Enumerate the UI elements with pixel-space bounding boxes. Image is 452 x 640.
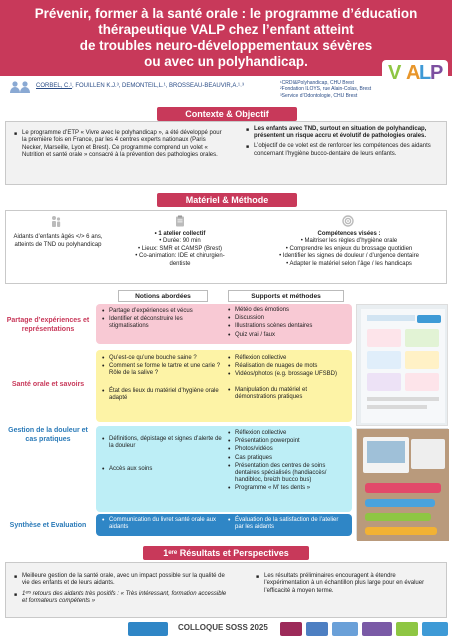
colloque-label: COLLOQUE SOSS 2025	[178, 623, 268, 632]
section-heading-material: Matériel & Méthode	[157, 193, 297, 207]
logo-letter-l: L	[419, 62, 432, 84]
result-perspective: ■ Les résultats préliminaires encouragent à étendre l’expérimentation à un échantillon plus large pour en évaluer l’efficacité à moyen terme.	[256, 573, 442, 595]
atelier-duration: • Durée: 90 min	[159, 238, 201, 245]
competence-4: • Adapter le matériel selon l’âge / les handicaps	[286, 260, 412, 267]
logo-letter-v: V	[388, 62, 402, 84]
row2-supports	[228, 355, 348, 402]
row2-support-2: • Réalisation de nuages de mots	[228, 363, 348, 370]
row3-notion-1: • Définitions, dépistage et signes d’alerte de la douleur	[102, 436, 224, 450]
title-line-4: ou avec un polyhandicap.	[144, 54, 308, 69]
row3-support-3: • Photos/vidéos	[228, 446, 348, 453]
column-head-notions: Notions abordées	[118, 290, 208, 302]
row2-notion-1: • Qu’est-ce qu’une bouche saine ?	[102, 355, 224, 362]
partner-logo-4	[332, 622, 358, 636]
row4-notion-1: • Communication du livret santé orale aux aidants	[102, 517, 224, 531]
context-box	[5, 121, 447, 185]
row1-notions	[102, 308, 222, 332]
competences-title: Compétences visées :	[317, 231, 381, 237]
partner-logo-1	[128, 622, 168, 636]
row-band-synthese	[96, 514, 352, 536]
row1-support-4: • Quiz vrai / faux	[228, 332, 348, 339]
row-label-synthese: Synthèse et Evaluation	[9, 522, 87, 529]
row2-support-3: • Vidéos/photos (e.g. brossage UFSBD)	[228, 371, 348, 378]
competences	[254, 231, 444, 268]
row3-support-1: • Réflexion collective	[228, 430, 348, 437]
row-band-douleur	[96, 426, 352, 512]
row-label-sante-orale: Santé orale et savoirs	[11, 381, 85, 388]
context-paragraph: ■ Le programme d’ETP « Vivre avec le polyhandicap », a été développé pour la première fois en France, par les 4 centres experts nationaux (Paris Necker, Marseille, Lyon et Brest). Ce programme comprend un volet « Nutrition et santé orale » consacré à la prévention des pathologies orales.	[14, 130, 226, 159]
atelier-places: • Lieux: SMR et CAMSP (Brest)	[137, 245, 222, 252]
materiel-photo	[356, 428, 448, 540]
competence-1: • Maitriser les règles d’hygiène orale	[300, 238, 398, 245]
livret-illustration	[357, 305, 449, 427]
title-line-2: thérapeutique VALP chez l’enfant atteint	[98, 22, 354, 37]
section-heading-context: Contexte & Objectif	[157, 107, 297, 121]
context-right	[246, 126, 442, 161]
row2-support-1: • Réflexion collective	[228, 355, 348, 362]
row-band-sante-orale	[96, 350, 352, 422]
row1-support-2: • Discussion	[228, 315, 348, 322]
title-line-1: Prévenir, former à la santé orale : le programme d’éducation	[34, 6, 418, 21]
affiliations	[280, 80, 371, 99]
author-list	[36, 83, 244, 89]
row3-support-2: • Présentation powerpoint	[228, 438, 348, 445]
partner-logo-7	[422, 622, 448, 636]
results-right	[256, 573, 442, 598]
row2-notions	[102, 355, 224, 403]
row1-notion-1: • Partage d’expériences et vécus	[102, 308, 222, 315]
first-author: CORBEL, C.¹	[36, 83, 73, 89]
context-left	[14, 130, 226, 162]
toothbrush-illustration	[357, 429, 449, 541]
competence-3: • Identifier les signes de douleur / d’urgence dentaire	[279, 253, 419, 260]
row4-support-1: • Évaluation de la satisfaction de l’atelier par les aidants	[228, 517, 348, 531]
row1-supports	[228, 307, 348, 340]
row2-notion-2: • Comment se forme le tartre et une carie ? Rôle de la salive ?	[102, 363, 224, 377]
target-icon	[342, 215, 354, 227]
partner-logo-6	[396, 622, 418, 636]
row1-support-1: • Météo des émotions	[228, 307, 348, 314]
column-head-supports: Supports et méthodes	[228, 290, 344, 302]
context-risk: ■ Les enfants avec TND, surtout en situation de polyhandicap, présentent un risque accru et évolutif de pathologies orales.	[246, 126, 442, 140]
family-icon	[50, 215, 62, 227]
row3-support-4: • Cas pratiques	[228, 455, 348, 462]
material-box	[5, 210, 447, 284]
row-label-experiences: Partage d’expériences et représentations	[6, 317, 90, 333]
title-line-3: de troubles neuro-développementaux sévères	[79, 38, 373, 53]
row4-supports	[228, 517, 348, 532]
row3-notions	[102, 436, 224, 475]
row3-support-6: • Programme « M’ tes dents »	[228, 485, 348, 492]
row3-supports	[228, 430, 348, 494]
results-left	[14, 573, 230, 608]
affiliation-3: ³Service d’Odontologie, CHU Brest	[280, 92, 358, 99]
context-objective: ■ L’objectif de ce volet est de renforcer les compétences des aidants concernant l’hygiène bucco-dentaire de leurs enfants.	[246, 143, 442, 157]
competence-2: • Comprendre les enjeux du brossage quotidien	[285, 245, 413, 252]
logo-letter-a: A	[406, 62, 421, 84]
people-icon	[9, 80, 33, 94]
atelier-info	[130, 231, 230, 268]
aidants-text: Aidants d’enfants âgés </> 6 ans, atteints de TND ou polyhandicap	[13, 234, 103, 248]
livret-photo	[356, 304, 448, 426]
partner-logo-5	[362, 622, 392, 636]
section-heading-results: 1ᵉʳᵉ Résultats et Perspectives	[143, 546, 309, 560]
row-label-douleur: Gestion de la douleur et cas pratiques	[8, 427, 88, 443]
logo-letter-p: P	[430, 62, 444, 84]
results-box	[5, 562, 447, 618]
row2-support-4: • Manipulation du matériel et démonstrations pratiques	[228, 387, 348, 401]
row1-notion-2: • Identifier et déconstruire les stigmatisations	[102, 316, 222, 330]
affiliation-2: ²Fondation ILOYS, rue Alain-Colas, Brest	[280, 86, 372, 93]
row1-support-3: • Illustrations scènes dentaires	[228, 323, 348, 330]
atelier-title: • 1 atelier collectif	[154, 231, 206, 237]
result-1: ■ Meilleure gestion de la santé orale, avec un impact possible sur la qualité de vie des enfants et de leurs aidants.	[14, 573, 230, 588]
row3-support-5: • Présentation des centres de soins dentaires spécialisés (handiaccès/ handibloc, breizh bucco bus)	[228, 463, 348, 485]
row4-notions	[102, 517, 224, 532]
result-2: ■ 1ᵉʳˢ retours des aidants très positifs : « Très intéressant, formation accessible et formateurs compétents »	[14, 591, 230, 606]
valp-logo	[382, 60, 448, 86]
atelier-co-animation: • Co-animation: IDE et chirurgien-dentiste	[135, 253, 225, 267]
row2-notion-3: • État des lieux du matériel d’hygiène orale adapté	[102, 388, 224, 402]
row-band-experiences	[96, 304, 352, 344]
row3-notion-2: • Accès aux soins	[102, 466, 224, 473]
other-authors: , FOUILLEN K.J.³, DEMONTEIL,L.¹, BROSSEAU-BEAUVIR,A.¹˒³	[72, 83, 245, 89]
affiliation-1: ¹CRDI&Polyhandicap, CHU Brest	[280, 80, 354, 86]
partner-logo-2	[280, 622, 302, 636]
partner-logo-3	[306, 622, 328, 636]
clipboard-icon	[174, 215, 186, 227]
